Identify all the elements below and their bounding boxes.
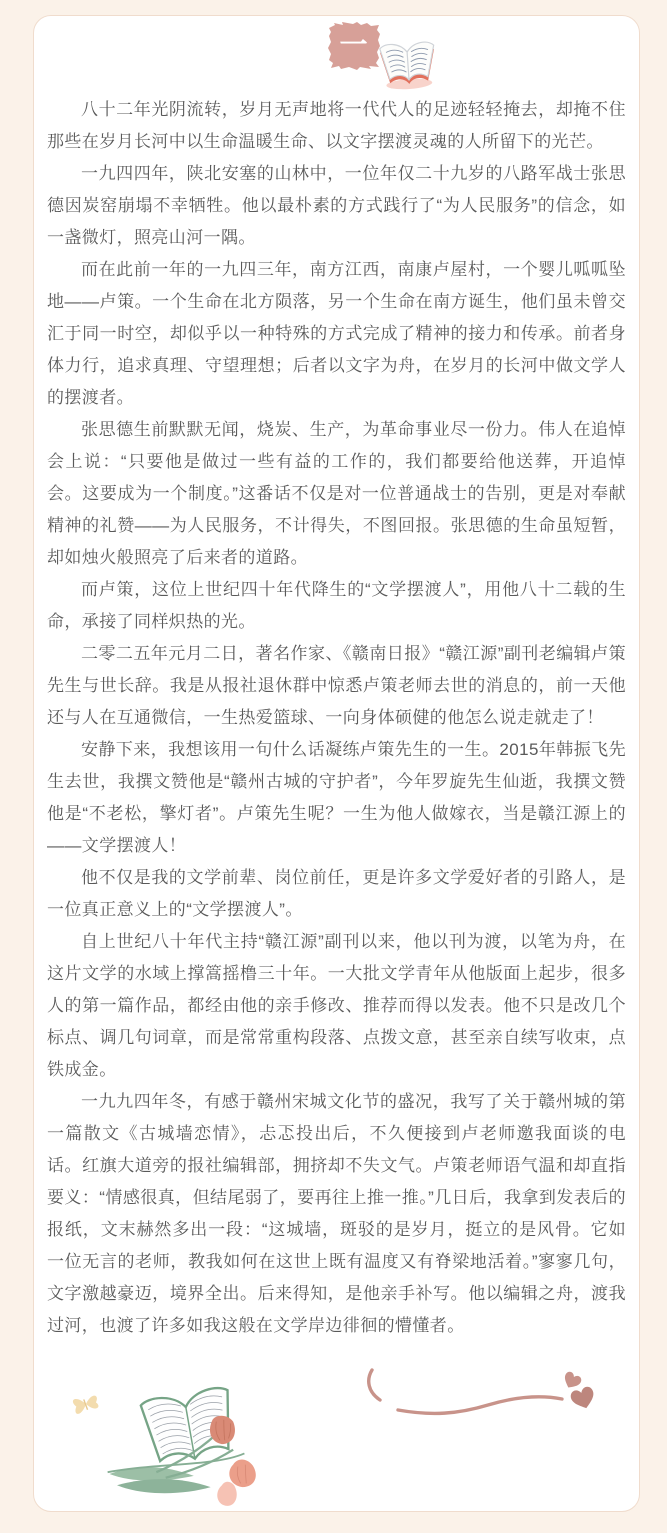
paragraph: 二零二五年元月二日，著名作家、《赣南日报》“赣江源”副刊老编辑卢策先生与世长辞。我是从报社退休群中惊悉卢策老师去世的消息的，前一天他还与人在互通微信，一生热爱篮球、一向身体硕健的他怎么说走就走了！ (47, 644, 626, 727)
petal-icon (561, 1370, 597, 1411)
paragraph: 而在此前一年的一九四三年，南方江西，南康卢屋村，一个婴儿呱呱坠地——卢策。一个生命在北方陨落，另一个生命在南方诞生，他们虽未曾交汇于同一时空，却似乎以一种特殊的方式完成了精神的接力和传承。前者身体力行，追求真理、守望理想；后者以文字为舟，在岁月的长河中做文学人的摆渡者。 (47, 260, 626, 407)
paragraph: 一九九四年冬，有感于赣州宋城文化节的盛况，我写了关于赣州城的第一篇散文《古城墙恋情》，忐忑投出后，不久便接到卢老师邀我面谈的电话。红旗大道旁的报社编辑部，拥挤却不失文气。卢策老师语气温和却直指要义：“情感很真，但结尾弱了，要再往上推一推。”几日后，我拿到发表后的报纸，文末赫然多出一段：“这城墙，斑驳的是岁月，挺立的是风骨。它如一位无言的老师，教我如何在这世上既有温度又有脊梁地活着。”寥寥几句，文字激越豪迈，境界全出。后来得知，是他亲手补写。他以编辑之舟，渡我过河，也渡了许多如我这般在文学岸边徘徊的懵懂者。 (47, 1092, 626, 1335)
paragraph: 安静下来，我想该用一句什么话凝练卢策先生的一生。2015年韩振飞先生去世，我撰文赞他是“赣州古城的守护者”，今年罗旋先生仙逝，我撰文赞他是“不老松，擎灯者”。卢策先生呢？一生为他人做嫁衣，当是赣江源上的——文学摆渡人！ (47, 740, 626, 855)
paragraph: 一九四四年，陕北安塞的山林中，一位年仅二十九岁的八路军战士张思德因炭窑崩塌不幸牺牲。他以最朴素的方式践行了“为人民服务”的信念，如一盏微灯，照亮山河一隅。 (47, 164, 626, 247)
swoosh-line-decoration (362, 1366, 597, 1422)
paragraph: 而卢策，这位上世纪四十年代降生的“文学摆渡人”，用他八十二载的生命，承接了同样炽热的光。 (47, 580, 626, 631)
section-number-badge (327, 22, 381, 70)
paragraph: 他不仅是我的文学前辈、岗位前任，更是许多文学爱好者的引路人，是一位真正意义上的“文学摆渡人”。 (47, 868, 626, 919)
section-number: 一 (339, 29, 368, 60)
content-card (33, 15, 640, 1512)
butterfly-icon (69, 1387, 103, 1421)
article-body (34, 94, 639, 1342)
paragraph: 张思德生前默默无闻，烧炭、生产，为革命事业尽一份力。伟人在追悼会上说：“只要他是做过一些有益的工作的，我们都要给他送葬，开追悼会。这要成为一个制度。”这番话不仅是对一位普通战士的告别，更是对奉献精神的礼赞——为人民服务，不计得失，不图回报。张思德的生命虽短暂，却如烛火般照亮了后来者的道路。 (47, 420, 626, 567)
open-book-icon (375, 36, 441, 94)
paragraph: 八十二年光阴流转，岁月无声地将一代代人的足迹轻轻掩去，却掩不住那些在岁月长河中以生命温暖生命、以文字摆渡灵魂的人所留下的光芒。 (47, 100, 626, 151)
paragraph: 自上世纪八十年代主持“赣江源”副刊以来，他以刊为渡，以笔为舟，在这片文学的水域上撑篙摇橹三十年。一大批文学青年从他版面上起步，很多人的第一篇作品，都经由他的亲手修改、推荐而得以发表。他不只是改几个标点、调几句词章，而是常常重构段落、点拨文意，甚至亲自续写收束，点铁成金。 (47, 932, 626, 1079)
book-with-flowers-illustration (102, 1380, 280, 1510)
section-header (80, 16, 667, 94)
footer-decoration (34, 1358, 639, 1523)
